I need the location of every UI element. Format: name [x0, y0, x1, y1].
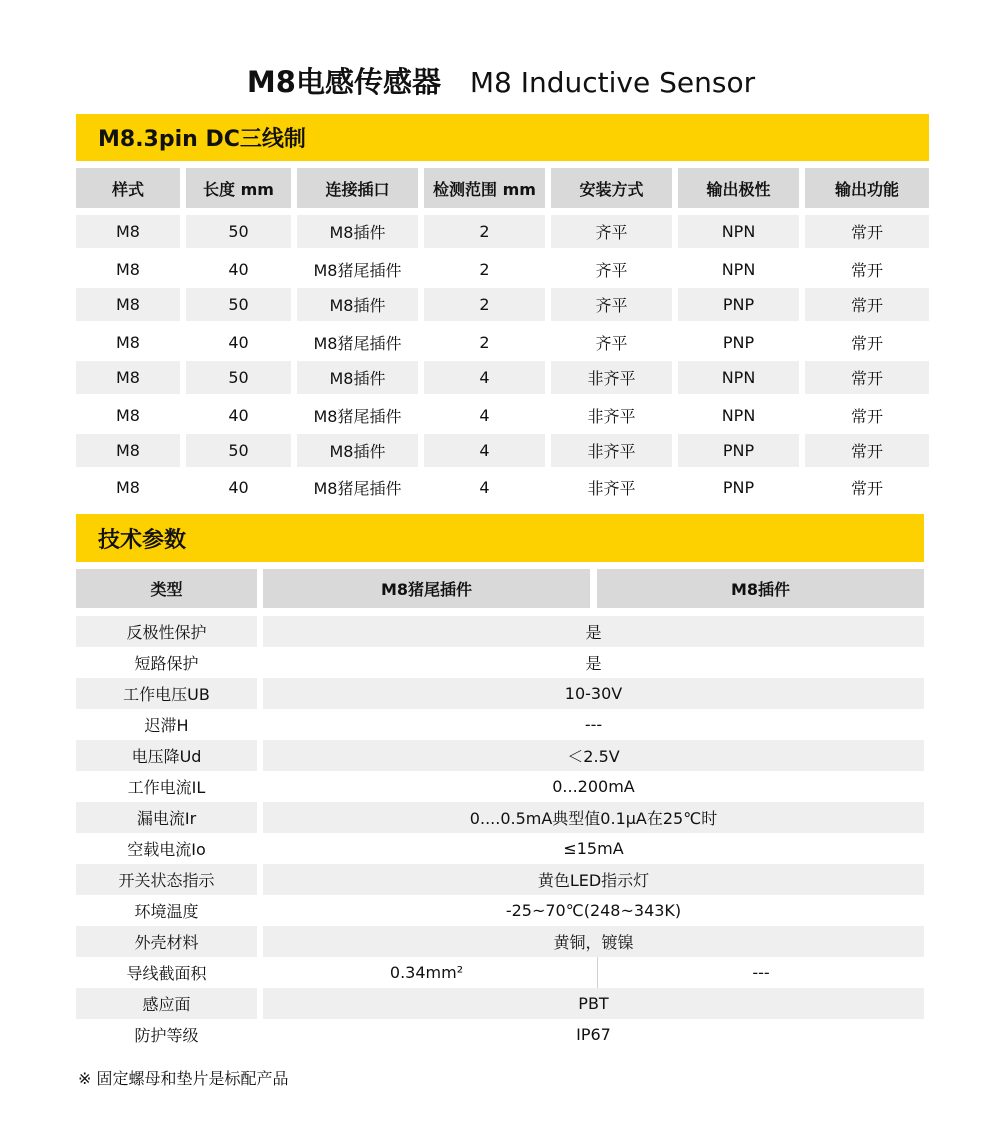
cell-polarity: NPN: [678, 361, 799, 394]
cell-connector: M8插件: [297, 434, 418, 467]
spec-row: [76, 647, 924, 678]
spec-value: ≤15mA: [563, 839, 624, 858]
spec-label: 工作电压UB: [76, 678, 257, 709]
cell-function: 常开: [850, 478, 883, 498]
cell-mounting: 齐平: [595, 260, 628, 280]
cell-polarity: PNP: [722, 332, 755, 352]
table-row: [76, 288, 929, 321]
cell-length: 50: [186, 215, 291, 248]
spec-value: 黄铜，镀镍: [263, 926, 924, 957]
spec-label: 工作电流IL: [127, 778, 206, 797]
cell-length: 40: [228, 477, 249, 497]
cell-polarity: PNP: [678, 288, 799, 321]
spec-label: 电压降Ud: [76, 740, 257, 771]
spec-row: [76, 895, 924, 926]
spec-value: 0...200mA: [552, 777, 635, 796]
section-heading-wiring: M8.3pin DC三线制: [76, 114, 929, 161]
cell-range: 2: [424, 288, 545, 321]
spec-value: ---: [584, 715, 603, 734]
spec-row: [76, 957, 924, 988]
table-row: [76, 361, 929, 394]
table-row: [76, 215, 929, 248]
spec-label: 漏电流Ir: [76, 802, 257, 833]
header-range: 检测范围 mm: [424, 168, 545, 208]
spec-label: 环境温度: [134, 902, 199, 921]
cell-style: M8: [116, 332, 140, 352]
spec-label: 空载电流Io: [127, 840, 206, 859]
cell-function: 常开: [850, 333, 883, 353]
spec-value: 0....0.5mA典型值0.1μA在25℃时: [263, 802, 924, 833]
spec-value: 是: [263, 616, 924, 647]
page-title: [0, 60, 1002, 105]
cell-connector: M8猪尾插件: [313, 260, 402, 280]
cell-function: 常开: [850, 406, 883, 426]
cell-style: M8: [76, 288, 180, 321]
spec-label: 开关状态指示: [76, 864, 257, 895]
cell-range: 2: [479, 259, 490, 279]
cell-mounting: 非齐平: [587, 478, 636, 498]
model-table: [76, 168, 929, 505]
cell-mounting: 非齐平: [587, 406, 636, 426]
cell-connector: M8猪尾插件: [313, 333, 402, 353]
cell-range: 2: [424, 215, 545, 248]
cell-length: 50: [186, 434, 291, 467]
spec-label: 感应面: [76, 988, 257, 1019]
cell-function: 常开: [805, 288, 929, 321]
cell-range: 4: [424, 361, 545, 394]
cell-polarity: NPN: [721, 405, 756, 425]
spec-value: 黄色LED指示灯: [263, 864, 924, 895]
cell-connector: M8插件: [297, 215, 418, 248]
cell-length: 40: [228, 405, 249, 425]
cell-function: 常开: [805, 361, 929, 394]
spec-row: [76, 616, 924, 647]
cell-polarity: NPN: [721, 259, 756, 279]
table-row: [76, 396, 929, 434]
spec-value-pigtail: 0.34mm²: [389, 963, 464, 982]
cell-polarity: PNP: [678, 434, 799, 467]
spec-label: 导线截面积: [126, 964, 207, 983]
cell-mounting: 非齐平: [551, 361, 672, 394]
spec-row: [76, 926, 924, 957]
spec-row: [76, 740, 924, 771]
cell-style: M8: [116, 477, 140, 497]
cell-connector: M8插件: [297, 288, 418, 321]
cell-style: M8: [116, 405, 140, 425]
cell-range: 4: [424, 434, 545, 467]
spec-row: [76, 709, 924, 740]
spec-value: 是: [585, 654, 602, 673]
cell-style: M8: [76, 361, 180, 394]
cell-style: M8: [116, 259, 140, 279]
header-connector: 连接插口: [297, 168, 418, 208]
cell-length: 40: [228, 332, 249, 352]
table-header-row: [76, 168, 929, 208]
cell-length: 50: [186, 361, 291, 394]
cell-connector: M8猪尾插件: [313, 478, 402, 498]
spec-label: 迟滞H: [144, 716, 189, 735]
spec-row: [76, 771, 924, 802]
cell-connector: M8猪尾插件: [313, 406, 402, 426]
title-cn: M8电感传感器: [246, 65, 441, 99]
header-pigtail: M8猪尾插件: [263, 569, 590, 608]
header-type: 类型: [76, 569, 257, 608]
table-row: [76, 250, 929, 288]
spec-value: IP67: [576, 1025, 611, 1044]
spec-value: PBT: [263, 988, 924, 1019]
spec-table: [76, 569, 924, 1050]
header-plug: M8插件: [597, 569, 924, 608]
spec-value: ＜2.5V: [263, 740, 924, 771]
table-row: [76, 434, 929, 467]
spec-row: [76, 1019, 924, 1050]
footnote: ※ 固定螺母和垫片是标配产品: [78, 1069, 289, 1088]
spec-label: 短路保护: [134, 654, 199, 673]
header-polarity: 输出极性: [678, 168, 799, 208]
cell-mounting: 齐平: [595, 333, 628, 353]
spec-label: 防护等级: [134, 1026, 199, 1045]
spec-label: 外壳材料: [76, 926, 257, 957]
cell-polarity: NPN: [678, 215, 799, 248]
table-row: [76, 323, 929, 361]
cell-mounting: 齐平: [551, 215, 672, 248]
cell-polarity: PNP: [722, 477, 755, 497]
cell-range: 4: [479, 405, 490, 425]
cell-range: 4: [479, 477, 490, 497]
header-length: 长度 mm: [186, 168, 291, 208]
cell-length: 40: [228, 259, 249, 279]
cell-range: 2: [479, 332, 490, 352]
cell-function: 常开: [805, 215, 929, 248]
spec-label: 反极性保护: [76, 616, 257, 647]
spec-value-plug: ---: [597, 957, 924, 988]
cell-style: M8: [76, 215, 180, 248]
header-mounting: 安装方式: [551, 168, 672, 208]
header-function: 输出功能: [805, 168, 929, 208]
cell-mounting: 非齐平: [551, 434, 672, 467]
spec-value: -25~70℃(248~343K): [505, 901, 682, 920]
spec-row: [76, 833, 924, 864]
cell-connector: M8插件: [297, 361, 418, 394]
spec-row: [76, 802, 924, 833]
header-style: 样式: [76, 168, 180, 208]
cell-length: 50: [186, 288, 291, 321]
table-row: [76, 469, 929, 505]
cell-function: 常开: [805, 434, 929, 467]
table-header-row: [76, 569, 924, 608]
cell-function: 常开: [850, 260, 883, 280]
title-en: M8 Inductive Sensor: [469, 66, 756, 99]
cell-mounting: 齐平: [551, 288, 672, 321]
spec-value: 10-30V: [263, 678, 924, 709]
spec-row: [76, 678, 924, 709]
section-heading-specs: 技术参数: [76, 514, 924, 562]
cell-style: M8: [76, 434, 180, 467]
spec-row: [76, 988, 924, 1019]
spec-row: [76, 864, 924, 895]
